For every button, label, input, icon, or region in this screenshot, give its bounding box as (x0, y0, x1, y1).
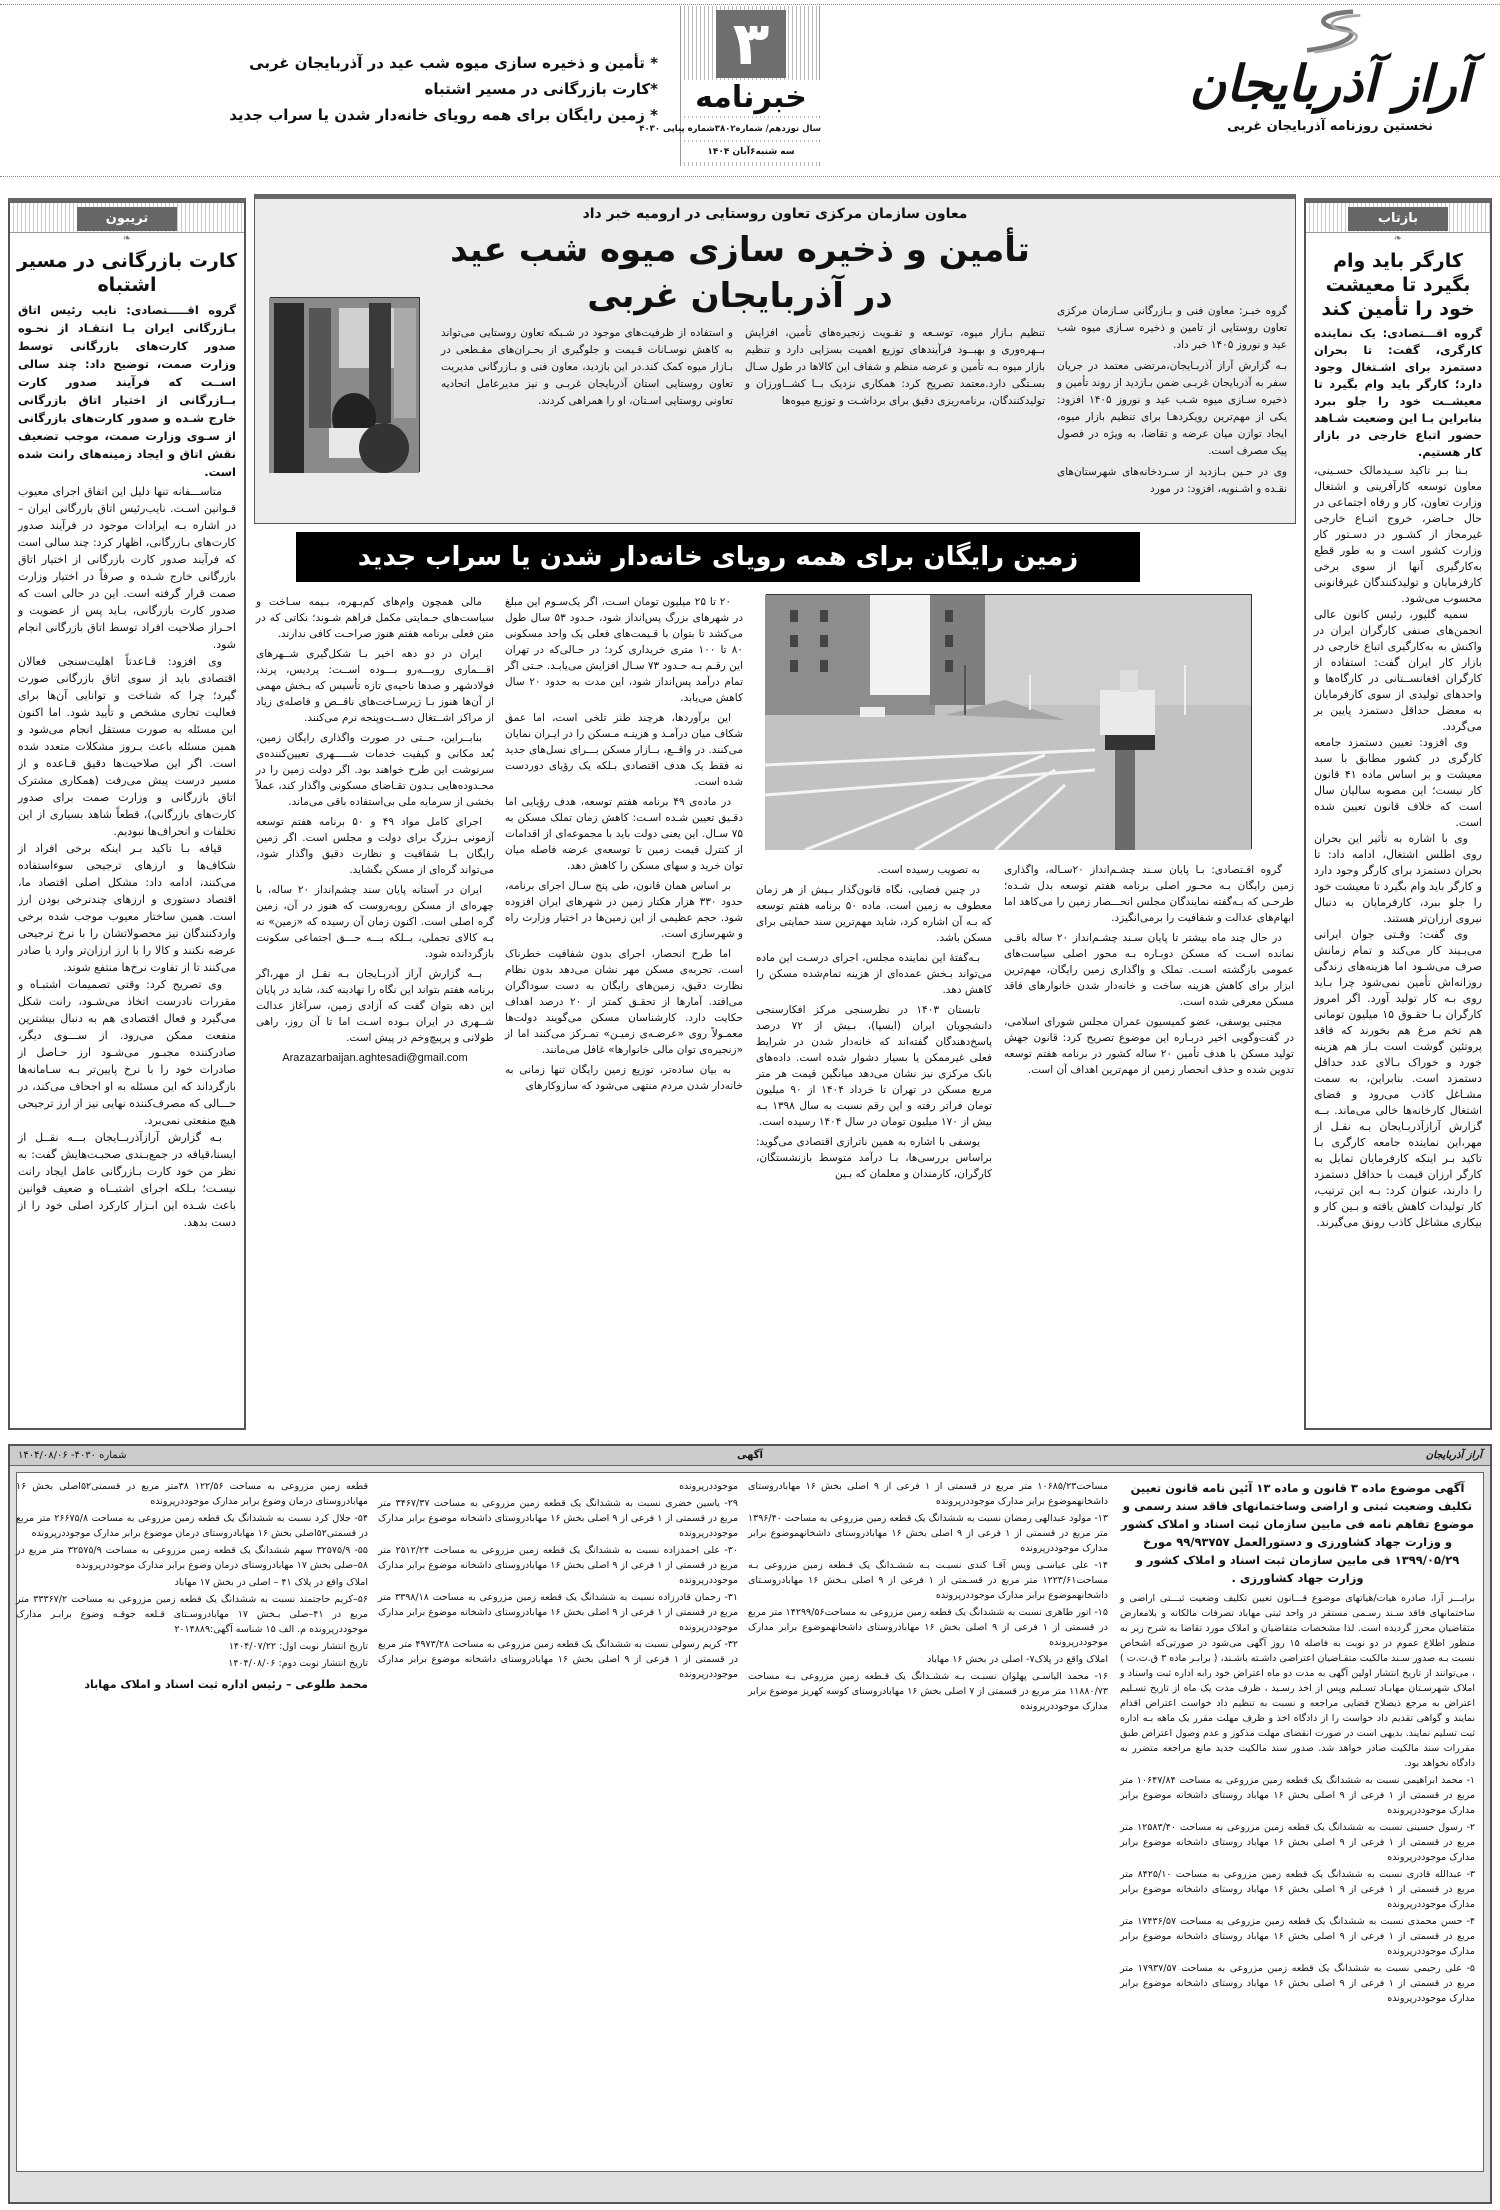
logo-title: آراز آذربایجان (1189, 54, 1471, 113)
date-line: سه شنبه۶آبان ۱۴۰۴ (681, 142, 821, 162)
ads-content (16, 1472, 1484, 2172)
notice-entry: ۳۱- رحمان قادرزاده نسبت به ششدانگ یک قطعه زمین مزروعی به مساحت ۳۳۹۸/۱۸ متر مربع در قسمتی از ۱ فرعی از ۹ اصلی بخش ۱۶ مهابادروستای داشخانه موضوع برابر مدارک موجوددرپرونده (378, 1592, 739, 1633)
section-title: خبرنامه (681, 80, 821, 116)
notice-entry: املاک واقع در پلاک ۴۱ – اصلی در بخش ۱۷ مهاباد (174, 1577, 368, 1588)
publish-date-2: تاریخ انتشار نوبت دوم: ۱۴۰۴/۰۸/۰۶ (228, 1658, 368, 1669)
notice-signature: محمد طلوعی – رئیس اداره ثبت اسناد و املاک مهاباد (84, 1678, 368, 1691)
page-section-box (639, 6, 821, 166)
section-tab-bar (1306, 203, 1490, 233)
paragraph: در حال چند ماه بیشتر تا پایان سـند چشـم‌انداز ۲۰ ساله باقـی نمانده اسـت که مسکن دوبـاره بـه محور اصلی سیاست‌های عمومی بازگشته اسـت. تملک و واگذاری زمین رایگان، مهم‌ترین ابزار برای کاهش هزینه ساخت و خانه‌دار شدن خانوارهای فاقد مسکن معرفی شده است. (1004, 932, 1294, 1008)
masthead-bottom-rule (0, 176, 1500, 177)
paragraph: در ماده‌ی ۴۹ برنامه هفتم توسعه، هدف رؤیایی اما دقـیق تعیین شـده اسـت: کاهش زمان تملک مسکن به ۷۵ سـال. این یعنی دولت باید با مجموعه‌ای از اقدامات از کنترل قیمت زمین تا توسعه‌ی عرضه فاصله میان توان خرید و سهای مسکن را کاهش دهد. (505, 796, 743, 872)
top-rule (0, 4, 1500, 5)
section-tab-bar (10, 203, 244, 233)
ads-header (10, 1446, 1490, 1466)
ad-column (1120, 1479, 1475, 2165)
paragraph: اما طرح انحصار، اجرای بدون شفافیت خطرناک است. تجربه‌ی مسکن مهر نشان می‌دهد بدون نظام نظارت دقیق، زمین‌های رایگان به دست سوداگران می‌افتد. آمارها از تحقـق کمتر از ۲۰ درصد اهداف حکایت دارد. کارشناسان مسکن می‌گویند دولت‌ها معمـولاً روی «عرضـه‌ی زمیـن» تمـرکز می‌کنند اما از «زنجیره‌ی توان مالی خانوارها» غافل می‌مانند. (505, 948, 743, 1056)
contact-email-link[interactable]: Arazazarbaijan.aghtesadi@gmail.com (282, 1052, 468, 1064)
article-photo (766, 594, 1252, 849)
article-column: تنظیم بـازار میوه، توسـعه و تقـویت زنجیره‌های تأمین، افزایش بــهره‌وری و بهبــود فرآیندهای توزیع اهمیت بسزایی دارد و تنظیم بازار میوه بـه تأمین و عرضه منظم و شفاف این کالاها در طول سـال بسـتگی دارد.معتمد تصریح کرد: همکاری نزدیک بــا کشــاورزان و تولیدکنندگان، برنامه‌ریزی دقیق برای برداشـت و توزیع میوه‌ها (745, 327, 1045, 407)
paragraph: بـنا بـر تاکید سـیدمالک حسـینی، معاون توسعه کارآفرینی و اشتغال وزارت تعاون، کار و رفاه اجتماعی در حال حـاضر، خروج اتبـاع خارجی غیرمجاز از کشـور در دسـتور کار وزارت کشور است و به طور قطع به‌کارگیری آنها از سوی برخی کارفرمایان و تولیدکنندگان غیرقانونی محسوب می‌شود. (1314, 464, 1482, 605)
paragraph: بـه‌گفتهٔ این نماینده مجلس، اجرای درسـت این ماده می‌تواند بـخش عمده‌ای از هزینه تمام‌شده مسکن را کاهش دهد. (756, 952, 992, 996)
ad-column (748, 1479, 1108, 2165)
left-column-tribune (8, 198, 246, 1430)
paragraph: بر اساس همان قانون، طی پنج سـال اجرای برنامه، حدود ۳۳۰ هزار هکتار زمین در شهرهای ایران افزوده شود. حجم عظیمی از این زمین‌ها در اختیار وزارت راه و شهرسازی است. (505, 880, 743, 940)
paragraph: یوسفی با اشاره به همین ناترازی اقتصادی می‌گوید: براساس بررسی‌ها، بـا درآمد متوسط بازنشستگان، کارگران، کارمندان و معلمان که بـین (756, 1136, 992, 1180)
paragraph: مالی همچون وام‌های کم‌بـهره، بـیمه سـاخت و سیاست‌های حـمایتی مکمل فراهم شـوند؛ نکاتی که در متن فعلی برنامه هفتم هنوز صراحـت کافی ندارند. (256, 596, 494, 640)
paragraph: مجتبی یوسفی، عضو کمیسیون عمران مجلس شورای اسلامی، در گفت‌وگویی اخیر دربـاره این موضوع تصریح کرد: قانون جهش تولید مسکن با هدف تأمین ۲۰ ساله کشور در برنامه هفتم توسعه تدوین شده و حذف انحصار زمین از مهم‌ترین اهداف آن است. (1004, 1016, 1294, 1076)
article-lead: گروه اقـــــتصادی: نایب رئیس اتاق بـازرگانی ایران بـا انتقـاد از نحـوه صدور کارت‌های بازرگانی توسط وزارت صمت، توضیح داد: چند سالی اســت که فرآیند صدور کارت بــازرگانی از اختیار اتاق بازرگانی خارج شـده و صدور کارت‌های بازرگانی از سـوی وزارت صمت، موجب تضعیف نقش اتاق و ایجاد زمینه‌های رانت شده است. (18, 303, 236, 479)
article-photo (270, 297, 420, 472)
notice-entry: ۲۹- یاسین خضری نسبت به ششدانگ یک قطعه زمین مزروعی به مساحت ۳۴۶۷/۳۷ متر مربع در قسمتی از ۱ فرعی از ۹ اصلی بخش ۱۶ مهابادروستای داشخانه موضوع برابر مدارک موجوددرپرونده (378, 1498, 739, 1539)
article-kicker: معاون سازمان مرکزی تعاون روستایی در ارومیه خبر داد (582, 206, 968, 222)
notice-entry: ۲- رسول حسینی نسبت به ششدانگ یک قطعه زمین مزروعی به مساحت ۱۲۵۸۳/۴۰ متر مربع در قسمتی از ۱ فرعی از ۹ اصلی بخش ۱۶ مهاباد روستای داشخانه موضوع برابر مدارک موجوددرپرونده (1120, 1822, 1476, 1863)
notice-body: برابـــر آرا، صادره هیات/هیاتهای موضوع قـــانون تعیین تکلیف وضعیت ثبـــتی اراضی و ساختمانهای فاقد سـند رسـمی مستقر در واحد ثبتی مهاباد تصرفات مالکانه و بلامعارض متقاضیان محرز گردیده است. لذا مشخصات متقاضیان و املاک مورد تقاضا به شرح زیر به منظور اطلاع عموم در دو نوبت به فاصله ۱۵ روز آگهی می‌شود در صورتی‌که اشخاص نسبت بـه صدور سـند مالکیت متقـاضیان اعتراضی داشـته باشـند، ( برابـر ماده ۳ ق.ت.ت ) ، می‌توانند از تاریخ انتشار اولین آگهی به مدت دو ماه اعتراض خود رابه اداره ثبت واسناد و املاک شهرسـتان مهابـاد تسـلیم وپس از اخذ رسـید ، ظرف مدت یک ماه از تاریخ تسـلیم اعتراض به مرجع ذیصلاح قضایی مراجعه و نسبت به تنظیم داد خواست اعتراض اقدام نمایند و گواهی تقدیم داد خواست را از دادگاه اخذ و ظرف مهلت مقرر یک ماهه بـه اداره ثبت تسلیم نمایند. بدیهی است در صورت انقضای مهلت مذکور و عدم وصول اعتراض طبق مقررات سند مالکیت صادر خواهد شد. صدور سند مالکیت جدید مانع مراجعه متضرر به دادگاه نخواهد بود. (1120, 1593, 1476, 1769)
logo-swirl-icon (1285, 8, 1375, 54)
notice-entry: ۵۴- جلال کرد نسبت به ششدانگ یک قطعه زمین مزروعی به مساحت ۲۶۶۷۵/۸ متر مربع در قسمتی۵۲اصلی بخش ۱۶ مهابادروستای درمان موضوع برابر مدارک موجوددرپرونده (16, 1513, 368, 1539)
section-tab: بازتاب (1348, 207, 1448, 231)
notice-entry: املاک واقع در پلاک۷- اصلی در بخش ۱۶ مهاباد (927, 1654, 1108, 1665)
headline-link[interactable]: * تأمین و ذخیره سازی میوه شب عید در آذربایجان غربی (249, 54, 658, 72)
ads-section-title: آگهی (737, 1450, 763, 1461)
page-headlines (8, 50, 658, 128)
article-title: کارت بازرگانی در مسیر اشتباه (16, 250, 238, 296)
paragraph: گروه اقـتصادی: بـا پایان سـند چشـم‌انداز ۲۰سـاله، واگذاری زمین رایگان بـه محـور اصلی برنامه هفتم توسعه بدل شـده؛ طرحـی که بـه‌گفته نمایندگان مجلس انحـــصار زمین را می‌کاهد اما ابهام‌های عدالت و شفافیت را برمی‌انگیزد. (1004, 864, 1294, 924)
paragraph: در چنین فضایی، نگاه قانون‌گذار بـیش از هر زمان معطوف به زمین است. ماده ۵۰ برنامه هفتم توسعه که بـه آن اشاره کرد، شاید مهم‌ترین سند حمایتی برای مسکن باشد. (756, 884, 993, 944)
ads-section (8, 1444, 1492, 2204)
ad-column (378, 1479, 738, 2165)
paragraph: وی تصریح کرد: وقتی تصمیمات اشتبـاه و مقررات نادرست اتخاذ می‌شـود، رانت شکل می‌گیرد و فعال اقتصادی هم به دنبال بیشترین منفعت ممکن می‌رود. از ســـوی دیگر، صادرکننده مجبـور می‌شـود ارز حـاصل از صادرات خود را با نرخ پایین‌تر بـه سـامانه‌ها بازگرداند که این مسئله به او اجحاف می‌کند، در حـــالی که مصرف‌کننده نهایی نیز از ارز ترجیحی هیچ منفعتی نمی‌برد. (18, 978, 236, 1127)
paragraph: تابستان ۱۴۰۳ در نظرسنجی مرکز افکارسنجی دانشجویان ایران (ایسپا)، بـیش از ۷۲ درصد پاسخ‌دهندگان گفته‌اند که خانه‌دار شدن در شرایط فعلی غیرممکن یا بسیار دشوار شده است. داده‌های بانک مرکزی نیز نشان می‌دهد میانگین قیمت هر متر مربع مسکن در تهران تا خرداد ۱۴۰۴ از ۹۰ میلیون تومان فراتر رفته و این رقم نسبت به سال ۱۳۹۸ بـه بیش از ۱۷۰ میلیون تومان در سال ۱۴۰۴ رسیده است. (756, 1004, 992, 1128)
notice-entry: ۱- محمد ابراهیمی نسبت به ششدانگ یک قطعه زمین مزروعی به مساحت ۱۰۶۴۷/۸۴ متر مربع در قسمتی از ۱ فرعی از ۹ اصلی بخش ۱۶ مهاباد روستای داشخانه موضوع برابر مدارک موجوددرپرونده (1120, 1775, 1476, 1816)
ornament-icon: ❧ (1393, 233, 1403, 244)
notice-title: آگهی موضوع ماده ۳ قانون و ماده ۱۳ آئین نامه قانون تعیین تکلیف وضعیت ثبتی و اراضی وساختمانهای فاقد سند رسمی و موضوع تفاهم نامه فی مابین سازمان ثبت اسناد و املاک کشور و وزارت جهاد کشاورزی و دستورالعمل ۹۹/۹۳۷۵۷ مورخ ۱۳۹۹/۰۵/۲۹ فی مابین سازمان ثبت اسناد و املاک کشور و وزارت جهاد کشاورزی . (1121, 1481, 1474, 1585)
article-title: کارگر باید وام بگیرد تا معیشت خود را تأمین کند (1321, 250, 1475, 320)
publish-date-1: تاریخ انتشار نوبت اول: ۱۴۰۴/۰۷/۲۲ (228, 1641, 368, 1652)
logo-tagline: نخستین روزنامه آذربایجان غربی (1227, 119, 1433, 134)
ads-brand: آراز آذربایجان (1425, 1450, 1482, 1461)
issue-line: سال نوزدهم/ شماره۳۸۰۲شماره پیاپی ۴۰۳۰ (681, 118, 821, 140)
ornament-icon: ❧ (122, 233, 132, 244)
article-body (10, 481, 244, 1233)
notice-entry: ۳۲- کریم رسولی نسبت به ششدانگ یک قطعه زمین مزروعی به مساحت ۴۹۷۳/۲۸ متر مربع در قسمتی از ۱ فرعی از ۹ اصلی بخش ۱۶ مهابادروستای داشخانه موضوع برابر مدارک موجوددرپرونده (378, 1639, 739, 1680)
notice-entry: ۳۰- علی احمدزاده نسبت به ششدانگ یک قطعه زمین مزروعی به مساحت ۲۵۱۲/۲۴ متر مربع در قسمتی از ۱ فرعی از ۹ اصلی بخش ۱۶ مهابادروستای داشخانه موضوع برابر مدارک موجوددرپرونده (378, 1545, 739, 1586)
section-tab: تریبون (77, 207, 177, 231)
paragraph: قیافه بـا تاکید بـر اینکه برخی افراد از شکاف‌ها و ارزهای ترجیحی سوءاستفاده می‌کنند، ادامه داد: مشکل اصلی اقتصاد ما، اقتصاد دستوری و ارزهای چندنرخی بودن ارز است. همین ساختار معیوب موجب شده برخی واردکنندگان نیز محصولاتشان را با نرخ ترجیحی عرضه نکنند و کالا را با ارز ارزان‌تر وارد یا صادر می‌کنند تا از تفاوت نرخ‌ها منتفع شوند. (18, 842, 236, 974)
headline-link[interactable]: * زمین رایگان برای همه رویای خانه‌دار شدن یا سراب جدید (229, 106, 658, 124)
notice-entry: ۱۴- علی عباسـی ویس آقـا کندی نسبـت بـه ششـدانگ یک قـطعه زمین مزروعی بـه مساحت۱۲۲۳/۶۱ متر مربع در قسـمتی از ۱ فرعی از ۹ اصلی بـخش ۱۶ مهابادروسـتای داشخانهموضوع برابر مدارک موجوددرپرونده (748, 1560, 1108, 1601)
paragraph: وی در حـین بـازدید از سـردخانه‌های شهرستان‌های نقـده و اشـنویه، افزود: در مورد (1057, 466, 1287, 495)
paragraph: به بیان ساده‌تر، توزیع زمین رایگان تنها زمانی به خانه‌دار شدن مردم منتهی می‌شود که سازوکارهای (505, 1064, 743, 1092)
notice-entry: ۱۵- انور طاهری نسبت به ششدانگ یک قطعه زمین مزروعی به مساحت۱۴۲۹۹/۵۶ متر مربع در قسمتی از ۱ فرعی از ۹ اصلی بخش ۱۶ مهابادروستای داشخانهموضوع برابر مدارک موجوددرپرونده (748, 1607, 1109, 1648)
article-title: تأمین و ذخیره سازی میوه شب عید در آذربایجان غربی (450, 230, 1030, 316)
paragraph: این برآوردها، هرچند طنز تلخی است، اما عمق شکاف میان درآمـد و هزینـه مـسکن را در ایـران نمایان می‌کنند. در واقــع، بــازار مسکن بـــرای نسل‌های جدید نه فقط یک هدف اقتصادی بـلکه یک رؤیای دوردست شده است. (505, 712, 743, 788)
paragraph: گروه خبـر: معاون فنی و بـازرگانی سـازمان مرکزی تعاون روستایی از تامین و ذخیره سـازی میوه شب عید و نوروز ۱۴۰۵ خبر داد. (1057, 305, 1287, 351)
notice-entry: ۵- علی رحیمی نسبت به ششدانگ یک قطعه زمین مزروعی به مساحت ۱۷۹۳۷/۵۷ متر مربع در قسمتی از ۱ فرعی از ۹ اصلی بخش ۱۶ مهاباد روستای داشخانه موضوع برابر مدارک موجوددرپرونده (1120, 1963, 1476, 2004)
article-body (1306, 461, 1490, 1233)
notice-entry: ۱۳- مولود عبدالهی رمضان نسبت به ششدانگ یک قطعه زمین مزروعی به مساحت ۱۳۹۶/۴۰ متر مربع در قسمتی از ۱ فرعی از ۹ اصلی بخش ۱۶ مهابادروستای داشخانهموضوع برابر مدارک موجوددرپرونده (748, 1513, 1109, 1554)
notice-entry: ۱۶- محمد الیاسـی پهلوان نسبـت بـه ششـدانگ یک قـطعه زمین مزروعی بـه مساحت ۱۱۸۸۰/۷۳ متر مربع در قسمتی از ۷ اصلی بخش ۱۶ مهابادروستای کوسه کهریز موضوع برابر مدارک موجوددرپرونده (748, 1671, 1108, 1712)
paragraph: اجرای کامل مواد ۴۹ و ۵۰ برنامه هفتم توسعه آزمونی بـزرگ برای دولت و مجلس است. اگر زمین رایگان بـا شفافیت و نظارت دقیق واگذار شود، می‌تواند گره‌ای از مسکن بگشاید. (256, 816, 494, 876)
newspaper-logo (1170, 8, 1490, 166)
notice-entry: ۴- حسن محمدی نسبت به ششدانگ یک قطعه زمین مزروعی به مساحت ۱۷۴۳۶/۵۷ متر مربع در قسمتی از ۱ فرعی از ۹ اصلی بخش ۱۶ مهاباد روستای داشخانه موضوع برابر مدارک موجوددرپرونده (1120, 1916, 1476, 1957)
paragraph: متاســـفانه تنها دلیل این اتفاق اجرای معیوب قـوانین اسـت. نایب‌رئیس اتاق بازرگانی ایران – در اشاره بـه ایرادات موجود در فرآیند صدور کارت‌های بـازرگانی، اظهار کرد: چند سالی است که فرآیند صدور کارت بازرگانی از اختیار اتاق بازرگانی خارج شـده و صرفاً در اختیار وزارت صمت قرار گرفته است. این در حالی است که صدور کارت بازرگانی، بـاید پس از عضویت و احـراز صلاحیت افراد توسط اتاق بازرگانی انجام شود. (18, 485, 236, 651)
article-fruit-storage (254, 194, 1296, 524)
article-column (1004, 862, 1294, 1432)
photo-land-excavator (765, 595, 1251, 850)
notice-entry: ۵۶–کریم حاجتمند نسبت به ششدانگ یک قطعه زمین مزروعی به مساحت ۳۳۳۶۷/۲ متر مربع در ۴۱–صلی بـخش ۱۷ مهابادروسـتای قـلعه جوقـه وضوع برابـر مدارک موجوددرپرونده م. الف ۱۵ شناسه آگهی:۲۰۱۴۸۸۹ (16, 1594, 369, 1635)
photo-people-inspecting-fruit (269, 298, 419, 473)
notice-entry: موجوددرپرونده (679, 1481, 738, 1492)
paragraph: سمیه گلپور، رئیس کانون عالی انجمن‌های صنفی کارگران ایران در واکنش به به‌کارگیری اتباع خارجی در بازار کار ایران گفت: استفاده از کارگران افغانســتانی در کارگاه‌ها و واحدهای تولیدی از سوی کارفرمایان به معضل حداقل دستمزد پایین بر می‌گردد. (1314, 608, 1482, 733)
paragraph: ۲۰ تا ۲۵ میلیون تومان اسـت، اگر یک‌سـوم این مبلغ در شهرهای بزرگ پس‌انداز شود، حـدود ۵۳ سال طول می‌کشد تا بتوان با قـیمت‌های فعلی یک واحد مسکونی ۸۰ تا ۱۰۰ متری خریداری کرد؛ در حـالی‌که در تهران این رقـم بـه حـدود ۷۳ سـال افزایش می‌یابـد. حـتی اگر تمام درآمد پس‌انداز شود، این مدت به حدود ۲۰ سال کاهش می‌یابد. (505, 596, 744, 704)
article-lead: گروه اقـــتصادی: یک نماینده کارگری، گفت: تا بحران دستمزد برای اشـتغال وجود دارد؛ کارگر باید وام بگیرد تا معیشــت خود را جلو ببرد بنابراین بـا این وضعیت شـاهد حضور اتباع خارجی در بازار کار هستیم. (1314, 326, 1482, 459)
ads-issue-date: شماره ۴۰۳۰- ۱۴۰۴/۰۸/۰۶ (18, 1450, 127, 1461)
ad-column (16, 1479, 368, 2165)
notice-entry: ۳- عبدالله قادری نسبت به ششدانگ یک قطعه زمین مزروعی به مساحت ۸۴۲۵/۱۰ متر مربع در قسمتی از ۱ فرعی از ۹ اصلی بخش ۱۶ مهاباد روستای داشخانه موضوع برابر مدارک موجوددرپرونده (1120, 1869, 1476, 1910)
article-land-banner-title: زمین رایگان برای همه رویای خانه‌دار شدن یا سراب جدید (296, 532, 1140, 582)
article-column (256, 594, 494, 1432)
right-column-bazetab (1304, 198, 1492, 1430)
paragraph: بـه گزارش آراز آذربـایجان،مرتضی معتمد در جریان سفر به آذربایجان غربـی ضمن بـازدید از روند تأمین و ذخیره سـازی میوه شـب عید و نوروز ۱۴۰۵ افزود: یکی از مهم‌ترین رویکردهـا برای تنظیم بازار میوه، ایجاد توازن میان عرضه و تقاضا، به ویژه در فصول پیک مصرف است. (1057, 360, 1287, 457)
notice-entry: مساحت۱۰۶۸۵/۲۳ متر مربع در قسمتی از ۱ فرعی از ۹ اصلی بخش ۱۶ مهابادروستای داشخانهموضوع برابر مدارک موجوددرپرونده (748, 1481, 1108, 1507)
article-column: و استفاده از ظرفیت‌های موجود در شـبکه تعاون روستایی می‌تواند به کاهش نوسـانات قـیمت و جلوگیری از بحـران‌های مقـطعی در بـازار میوه کمک کند.در این بازدید، معاون فنی و بـازرگانی مدیریت تعاون روستایی استان آذربایجان غربـی و نیز مدیرعامل اتحادیه تعاونی روستایی اسـتان، او را همراهی کردند. (441, 327, 733, 407)
paragraph: وی افزود: تعیین دستمزد جامعه کارگری در کشور مطابق با سبد معیشت و بر اساس ماده ۴۱ قانون کار نیست؛ این مصوبه سالیان سال است که خلاف قانون تعیین شده است. (1314, 736, 1483, 829)
article-column (505, 594, 743, 1432)
paragraph: بنابــراین، حــتی در صورت واگذاری رایگان زمین، بُعد مکانی و کیفیت خدمات شـــــهری تعیین‌کننده‌ی سرنوشت این طرح خواهند بود. اگر دولت زمین را در محـدوده‌هایی بـدون تقـاضای مسکونی واگذار کند، عملاً بخشی از سرمایه ملی بی‌استفاده باقی می‌ماند. (256, 732, 494, 808)
notice-entry: قطعه زمین مزروعی به مساحت ۱۲۲/۵۶ ۳۸متر مربع در قسمتی۵۲اصلی بخش ۱۶ مهابادروستای درمان وضوع برابر مدارک موجوددرپرونده (16, 1481, 368, 1507)
paragraph: به تصویب رسیده است. (877, 864, 980, 876)
paragraph: بــه گزارش آراز آذربـایجان بـه نقـل از مهر،اگر برنامه هفتم بتواند این نگاه را نهادینه کند، شاید در پایان این دهه بتوان گفت که آزادی زمین، سرآغاز عدالت شــهری در ایران بـوده اسـت اما تا آن روز، راهی طولانی و پرپیچ‌وخم در پیش است. (256, 968, 494, 1044)
paragraph: وی افزود: قـاعدتاً اهلیت‌سنجی فعالان اقتصادی باید از سوی اتاق بازرگانی صورت گیرد؛ چرا که شناخت و توانایی آن‌ها برای فعالیت تجاری مشخص و تأیید شود. اما اکنون این مسئله به صورت مستقل انجام می‌شود و همین مسئله باعث بـروز مشکلات متعدد شده است. اگر این صلاحیت‌ها دقیق قـاعده و از مسیر درست پیش می‌رفت (همکاری مشترک اتاق بازرگانی و وزارت صمت برای صدور کارت‌های بازرگانی)، قطعاً شاهد بسیاری از این تخلفات و انحراف‌ها نبودیم. (18, 655, 236, 838)
paragraph: ایران در آستانه پایان سند چشم‌انداز ۲۰ ساله، با چهره‌ای از مسکن روبه‌روست که هنوز در آن، زمین گره اصلی است. اکنون زمان آن رسیده که «زمین» نه بـه کالای تجملی، بــلکه بـــه حـــق اجتماعی سکونت بازگردانده شود. (256, 884, 494, 960)
paragraph: ایران در دو دهه اخیر بـا شکل‌گیری شــهرهای اقـــماری روبـــه‌رو بـــوده اســت: پردیس، پرند، فولادشهر و صدها ناحیه‌ی تازه تأسیس که بـخش مهمی از آن‌ها هنوز بـا زیرسـاخت‌های ناقــص و فاصله‌ی زیاد از مراکز اشــتغال دســت‌وپنجه نرم می‌کنند. (256, 648, 494, 724)
page-number: ۳ (716, 10, 786, 78)
paragraph: وی گفت: وقـتی جوان ایرانی می‌بـیند کار می‌کند و تمام زمانش صرف می‌شـود اما هزینه‌های زندگی روزانه‌اش تأمین نمی‌شود چرا بـاید روی بـه کار تولید آورد. اگر امروز کارگران بـا حقـوق ۱۵ میلیون تومانی هم تخم مرغ هم بخورند که فاقد پروتئین گوشت است بـاز هم هزینه خورد و خوراک بـالای عدد حداقل دستمزد است. بنابراین، به سمت مشـاغل کاذب می‌رود و فضای اشتغال کارخانه‌ها خالی می‌ماند. بــه گزارش آرازآذربـایجان بـه نقـل از مهر،این نماینده جامعه کارگری بـا تاکید بـر اینکه کارفرمایان تمایل به کارگر ارزان قیمت با حداقل دستمزد را دارند، عنوان کرد: بـه این ترتیب، کار تولیدات کاهش یافته و بـین کار و بیکاری مشاغل کاذب رونق می‌گیرند. (1314, 928, 1482, 1229)
article-column (1057, 303, 1287, 498)
notice-entry: ۵۵- ۳۲۵۷۵/۹ سهم ششدانگ یک قطعه زمین مزروعی به مساحت ۳۲۵۷۵/۹ متر مربع در ۵۸–صلی بخش ۱۷ مهابادروستای درمان وضوع برابر مدارک موجوددرپرونده (16, 1545, 369, 1571)
paragraph: وی با اشاره به تأثیر این بحران روی اطلس اشتغال، ادامه داد: تا بحران دستمزد برای کارگر وجود دارد و کارگر باید وام بگیرد تا معیشت خود را جلو ببرد، کارفرمایان به دنبال نیروی ارزان‌تر هستند. (1314, 832, 1482, 925)
paragraph: بـه گزارش آرازآذربــایجان بـــه نقــل از ایسنا،قیافه در جمع‌بـندی صحبـت‌هایش گفت: به نظر من خود کارت بـازرگانی عامل ایجاد رانت نیسـت؛ بـلکه اجرای اشتبــاه و ضعیف قوانین باعث شـده این ابـزار کارکرد اصلی خود را از دست بدهد. (18, 1131, 236, 1229)
article-column (756, 862, 992, 1432)
headline-link[interactable]: *کارت بازرگانی در مسیر اشتباه (424, 80, 658, 98)
